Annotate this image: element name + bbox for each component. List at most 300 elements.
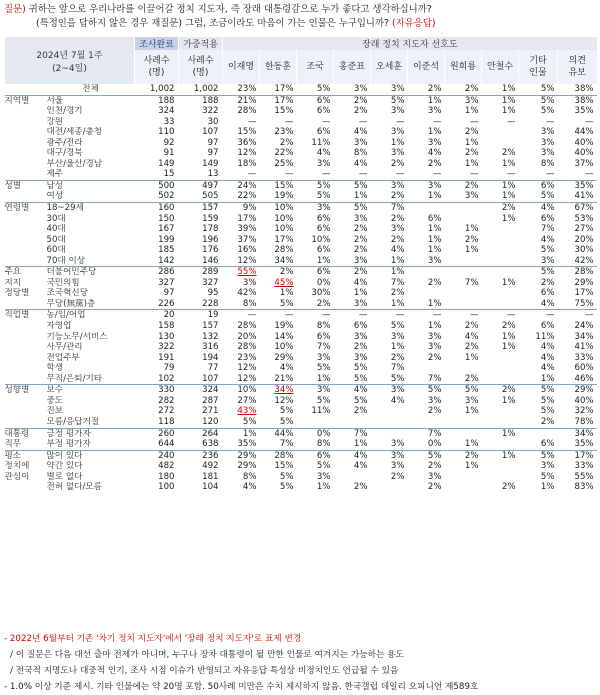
value-cell: 23% (274, 127, 294, 138)
value-cell: — (358, 169, 368, 180)
value-cell: 5% (242, 416, 257, 427)
value-cell: 21% (274, 373, 294, 384)
value-cell: 1% (464, 406, 479, 417)
value-cell: 2% (427, 482, 442, 493)
value-cell (445, 288, 482, 299)
value-cell (482, 256, 519, 267)
value-cell: 18% (237, 158, 257, 169)
value-cell: 14% (274, 331, 294, 342)
segment-label: 농/임/어업 (47, 310, 135, 321)
table-row (5, 127, 597, 138)
value-cell: 2% (445, 180, 482, 191)
value-cell: 2% (390, 158, 405, 169)
value-cell: 17% (558, 450, 597, 461)
value-cell: — (408, 310, 445, 321)
table-row (5, 363, 597, 374)
segment-label: 더불어민주당 (47, 267, 135, 278)
weighted-count: 188 (202, 95, 219, 106)
value-cell (519, 428, 558, 439)
value-cell: 21% (237, 95, 257, 106)
value-cell: 3% (353, 213, 368, 224)
segment-label: 70대 이상 (46, 255, 86, 266)
sample-count: 150 (158, 213, 175, 224)
segment-label: 모름/응답거절 (46, 416, 100, 427)
segment-label: 서울 (46, 95, 64, 106)
sample-count: 100 (158, 482, 175, 493)
category-label (5, 117, 47, 128)
value-cell: 3% (390, 106, 405, 117)
value-cell: 4% (334, 385, 371, 396)
value-cell: 1% (390, 342, 405, 353)
segment-label: 대전/세종/충청 (46, 127, 103, 138)
sample-count: 500 (135, 180, 179, 191)
value-cell: 23% (223, 84, 260, 95)
category-label: 평소 (5, 450, 47, 461)
value-cell: 5% (316, 363, 331, 374)
value-cell: 36% (237, 137, 257, 148)
value-cell: 3% (390, 331, 405, 342)
value-cell: — (506, 169, 516, 180)
value-cell: 3% (390, 461, 405, 472)
segment-label: 진보 (46, 406, 64, 417)
value-cell: 17% (237, 213, 257, 224)
value-cell: 35% (237, 439, 257, 450)
value-cell: 2% (445, 84, 482, 95)
value-cell: 6% (316, 224, 331, 235)
note-2: / 이 질문은 다음 대선 출마 전제가 아니며, 누구나 장차 대통령이 될 만한 인물로 여겨지는 가능하는 용도 (10, 650, 404, 660)
value-cell: 35% (574, 106, 594, 117)
value-cell: 40% (574, 137, 594, 148)
segment-label: 무당(無黨)층 (46, 298, 96, 309)
segment-label: 전업주부 (46, 352, 80, 363)
value-cell: 27% (237, 395, 257, 406)
segment-label: 남성 (47, 180, 135, 191)
value-cell: 5% (540, 245, 555, 256)
value-cell: 34% (558, 428, 597, 439)
table-row (5, 374, 597, 385)
value-cell: — (585, 116, 594, 127)
value-cell: 2% (427, 461, 442, 472)
value-cell: 30% (574, 245, 594, 256)
candidate-header: 홍준표 (334, 50, 371, 84)
weighted-count: 13 (207, 169, 219, 180)
value-cell: 6% (316, 331, 331, 342)
value-cell: 41% (574, 191, 594, 202)
value-cell: 5% (334, 180, 371, 191)
category-label (5, 214, 47, 225)
candidate-header: 기타 인물 (519, 50, 558, 84)
value-cell: — (482, 310, 519, 321)
value-cell: 2% (279, 137, 294, 148)
table-row (5, 148, 597, 159)
sample-count: 97 (163, 288, 175, 299)
category-label (5, 321, 47, 332)
value-cell (482, 267, 519, 278)
value-cell: 41% (574, 342, 594, 353)
value-cell: 7% (540, 224, 555, 235)
weighted-count: 492 (202, 461, 219, 472)
value-cell (482, 406, 519, 417)
value-cell: — (545, 116, 555, 127)
value-cell: 5% (540, 406, 555, 417)
value-cell: 3% (540, 255, 555, 266)
value-cell: 3% (353, 298, 368, 309)
table-row (5, 138, 597, 149)
sample-count: 322 (158, 342, 175, 353)
category-label (5, 353, 47, 364)
value-cell: 2% (353, 224, 368, 235)
value-cell: — (260, 310, 297, 321)
weighted-count: 497 (179, 180, 223, 191)
value-cell: 3% (390, 224, 405, 235)
value-cell: 3% (316, 352, 331, 363)
value-cell: 24% (574, 321, 594, 332)
value-cell: 10% (311, 234, 331, 245)
value-cell: 29% (274, 352, 294, 363)
category-label (5, 363, 47, 374)
sample-count: 260 (135, 428, 179, 439)
value-cell: 1% (540, 373, 555, 384)
value-cell: 1% (501, 395, 516, 406)
value-cell: 1% (501, 106, 516, 117)
weighted-count: 194 (202, 352, 219, 363)
segment-label: 18~29세 (47, 203, 135, 214)
sample-count: 102 (158, 373, 175, 384)
value-cell: 5% (279, 416, 294, 427)
value-cell: 2% (482, 203, 519, 214)
value-cell: 7% (408, 428, 445, 439)
weighted-count: 178 (202, 224, 219, 235)
weighted-count: 77 (207, 363, 219, 374)
table-row (5, 385, 597, 396)
question-option: (자유응답) (391, 18, 436, 29)
sample-count: 180 (158, 471, 175, 482)
value-cell: 1% (501, 95, 516, 106)
value-cell: 3% (371, 385, 408, 396)
segment-label: 중도 (46, 395, 64, 406)
weighted-band: 가중적용 (179, 37, 223, 50)
weighted-count: 107 (202, 373, 219, 384)
value-cell: 19% (274, 191, 294, 202)
value-cell: 12% (237, 148, 257, 159)
segment-label: 강원 (46, 116, 64, 127)
value-cell: 1% (316, 373, 331, 384)
table-row (5, 267, 597, 278)
value-cell: 28% (237, 106, 257, 117)
value-cell: 35% (574, 439, 594, 450)
table-row (5, 288, 597, 299)
table-row (5, 256, 597, 267)
value-cell: 7% (390, 363, 405, 374)
value-cell: 1% (390, 298, 405, 309)
value-cell: 12% (237, 255, 257, 266)
sample-count: 130 (158, 331, 175, 342)
value-cell: 6% (316, 95, 331, 106)
value-cell (445, 214, 482, 225)
value-cell: 42% (574, 255, 594, 266)
value-cell: 8% (316, 321, 331, 332)
note-3: / 전국적 지명도나 대중적 인기, 조사 시점 이슈가 반영되고 자유응답 특성상 비정치인도 언급될 수 있음 (10, 666, 399, 676)
value-cell: 2% (390, 352, 405, 363)
value-cell: 5% (279, 471, 294, 482)
value-cell: 3% (540, 137, 555, 148)
weighted-count: 181 (202, 471, 219, 482)
value-cell: 4% (353, 127, 368, 138)
value-cell: 2% (501, 148, 516, 159)
weighted-count: 157 (179, 203, 223, 214)
category-label (5, 148, 47, 159)
value-cell: 2% (427, 158, 442, 169)
value-cell: 1% (501, 342, 516, 353)
weighted-count: 505 (202, 191, 219, 202)
table-row (5, 235, 597, 246)
value-cell: 42% (237, 288, 257, 299)
value-cell: 1% (464, 245, 479, 256)
table-row (5, 191, 597, 202)
value-cell: 53% (574, 213, 594, 224)
value-cell: 6% (540, 439, 555, 450)
sample-count: 118 (158, 416, 175, 427)
value-cell: 5% (353, 395, 368, 406)
value-cell: 1% (427, 224, 442, 235)
category-label: 성별 (5, 180, 47, 191)
value-cell (482, 374, 519, 385)
weighted-count: 316 (202, 342, 219, 353)
value-cell: 55% (223, 267, 260, 278)
value-cell: 4% (353, 158, 368, 169)
category-label: 지지 (4, 277, 22, 288)
weighted-count: 228 (202, 298, 219, 309)
value-cell: 34% (274, 255, 294, 266)
value-cell: 9% (223, 203, 260, 214)
value-cell: 3% (334, 84, 371, 95)
value-cell: 5% (390, 373, 405, 384)
value-cell: 2% (464, 234, 479, 245)
question-line2: (특정인을 답하지 않은 경우 재질문) 그럼, 조금이라도 마음이 가는 인물은 누구입니까? (36, 18, 389, 29)
sample-count: 324 (158, 106, 175, 117)
table-row (5, 417, 597, 428)
sample-count: 91 (163, 148, 175, 159)
value-cell (482, 127, 519, 138)
category-label: 직무 (4, 439, 22, 450)
value-cell (445, 203, 482, 214)
segment-label: 40대 (46, 224, 66, 235)
category-label (5, 224, 47, 235)
value-cell: 2% (464, 342, 479, 353)
value-cell: 4% (540, 298, 555, 309)
value-cell: 3% (242, 277, 257, 288)
value-cell: 1% (464, 137, 479, 148)
question-block (4, 3, 596, 31)
value-cell: 1% (427, 298, 442, 309)
question-line1: 귀하는 앞으로 우리나라를 이끌어갈 정치 지도자, 즉 장래 대통령감으로 누가 좋다고 생각하십니까? (28, 4, 432, 15)
value-cell (482, 138, 519, 149)
question-label: 질문) (4, 4, 26, 15)
value-cell: 2% (445, 450, 482, 461)
value-cell: 4% (353, 277, 368, 288)
category-label (5, 245, 47, 256)
value-cell: 2% (464, 148, 479, 159)
value-cell: — (321, 116, 331, 127)
value-cell: 1% (482, 84, 519, 95)
weighted-count: 97 (207, 137, 219, 148)
value-cell: 1% (540, 482, 555, 493)
table-row (5, 245, 597, 256)
table-row (5, 299, 597, 310)
value-cell: 4% (279, 363, 294, 374)
value-cell: 1% (427, 95, 442, 106)
value-cell: 2% (482, 385, 519, 396)
sample-count: 226 (158, 298, 175, 309)
sample-count: 272 (158, 406, 175, 417)
category-label (5, 342, 47, 353)
value-cell: 6% (540, 288, 555, 299)
value-cell: 39% (237, 224, 257, 235)
value-cell: 4% (464, 331, 479, 342)
value-cell: — (506, 116, 516, 127)
value-cell: 2% (353, 95, 368, 106)
value-cell: — (395, 169, 405, 180)
value-cell: 75% (574, 298, 594, 309)
value-cell: 6% (540, 321, 555, 332)
value-cell: — (558, 310, 597, 321)
value-cell: — (321, 169, 331, 180)
value-cell: 5% (540, 471, 555, 482)
value-cell: 1% (223, 428, 260, 439)
value-cell: 3% (316, 471, 331, 482)
value-cell: 3% (540, 127, 555, 138)
weighted-count: 327 (202, 277, 219, 288)
value-cell: 7% (371, 203, 408, 214)
value-cell: 11% (311, 137, 331, 148)
value-cell: 22% (274, 148, 294, 159)
value-cell: 2% (390, 191, 405, 202)
value-cell: 5% (540, 395, 555, 406)
category-label (5, 235, 47, 246)
segment-label: 대구/경북 (46, 148, 83, 159)
survey-band: 조사완료 (135, 37, 179, 50)
value-cell (445, 299, 482, 310)
weighted-count: 176 (202, 245, 219, 256)
value-cell: 2% (353, 342, 368, 353)
sample-count: 142 (158, 255, 175, 266)
table-row (5, 169, 597, 180)
value-cell: 7% (427, 373, 442, 384)
value-cell (482, 461, 519, 472)
value-cell: 3% (390, 148, 405, 159)
value-cell: 1% (279, 288, 294, 299)
candidate-header: 한동훈 (260, 50, 297, 84)
results-table (4, 37, 597, 493)
value-cell: 1% (501, 213, 516, 224)
value-cell: 8% (540, 158, 555, 169)
sample-count: 188 (158, 95, 175, 106)
value-cell: — (247, 116, 257, 127)
value-cell: 1% (501, 191, 516, 202)
value-cell: 17% (274, 234, 294, 245)
value-cell: 2% (260, 267, 297, 278)
value-cell: 15% (237, 127, 257, 138)
value-cell: 15% (260, 180, 297, 191)
sample-count: 33 (163, 116, 175, 127)
weighted-count: 120 (202, 416, 219, 427)
sample-count: 158 (158, 321, 175, 332)
weighted-count: 236 (179, 450, 223, 461)
weighted-count: 159 (202, 213, 219, 224)
group-title: 장래 정치 지도자 선호도 (223, 37, 597, 50)
segment-label: 많이 있다 (47, 450, 135, 461)
value-cell (334, 472, 371, 483)
value-cell: 40% (574, 395, 594, 406)
value-cell: — (247, 169, 257, 180)
sample-count: 1,002 (135, 84, 179, 95)
value-cell: 5% (297, 84, 334, 95)
value-cell: 2% (316, 298, 331, 309)
value-cell: 5% (353, 373, 368, 384)
value-cell (408, 417, 445, 428)
value-cell: 7% (390, 277, 405, 288)
value-cell (482, 363, 519, 374)
category-label (5, 169, 47, 180)
value-cell: 6% (316, 127, 331, 138)
value-cell: 1% (427, 127, 442, 138)
value-cell: 28% (558, 267, 597, 278)
category-label (5, 406, 47, 417)
segment-label: 제주 (46, 169, 64, 180)
value-cell: — (432, 169, 442, 180)
weighted-count: 104 (202, 482, 219, 493)
n1-header: 사례수 (명) (135, 50, 179, 84)
value-cell: 11% (535, 331, 555, 342)
weighted-count: 157 (202, 321, 219, 332)
value-cell: 4% (427, 148, 442, 159)
value-cell: 7% (464, 277, 479, 288)
value-cell: 5% (316, 461, 331, 472)
value-cell: 4% (242, 482, 257, 493)
value-cell: 5% (297, 180, 334, 191)
value-cell (408, 267, 445, 278)
value-cell: 0% (427, 439, 442, 450)
table-row (5, 159, 597, 170)
value-cell: 3% (427, 471, 442, 482)
value-cell: 1% (482, 428, 519, 439)
value-cell: 2% (464, 373, 479, 384)
sample-count: 286 (135, 267, 179, 278)
table-row (5, 428, 597, 439)
value-cell: 28% (274, 245, 294, 256)
value-cell: 1% (316, 482, 331, 493)
value-cell: 20% (237, 331, 257, 342)
value-cell: 5% (334, 203, 371, 214)
value-cell: 2% (353, 245, 368, 256)
value-cell (445, 256, 482, 267)
value-cell: 6% (297, 450, 334, 461)
candidate-header: 오세훈 (371, 50, 408, 84)
value-cell: 3% (353, 331, 368, 342)
value-cell: — (469, 169, 479, 180)
candidate-header: 원희룡 (445, 50, 482, 84)
value-cell: 67% (558, 203, 597, 214)
weighted-count: 324 (179, 385, 223, 396)
value-cell: 1% (390, 255, 405, 266)
table-row (5, 214, 597, 225)
value-cell: 5% (519, 267, 558, 278)
table-row (5, 482, 597, 493)
value-cell: 2% (464, 127, 479, 138)
value-cell: 5% (390, 95, 405, 106)
value-cell: 46% (574, 373, 594, 384)
segment-label: 조국혁신당 (46, 288, 89, 299)
